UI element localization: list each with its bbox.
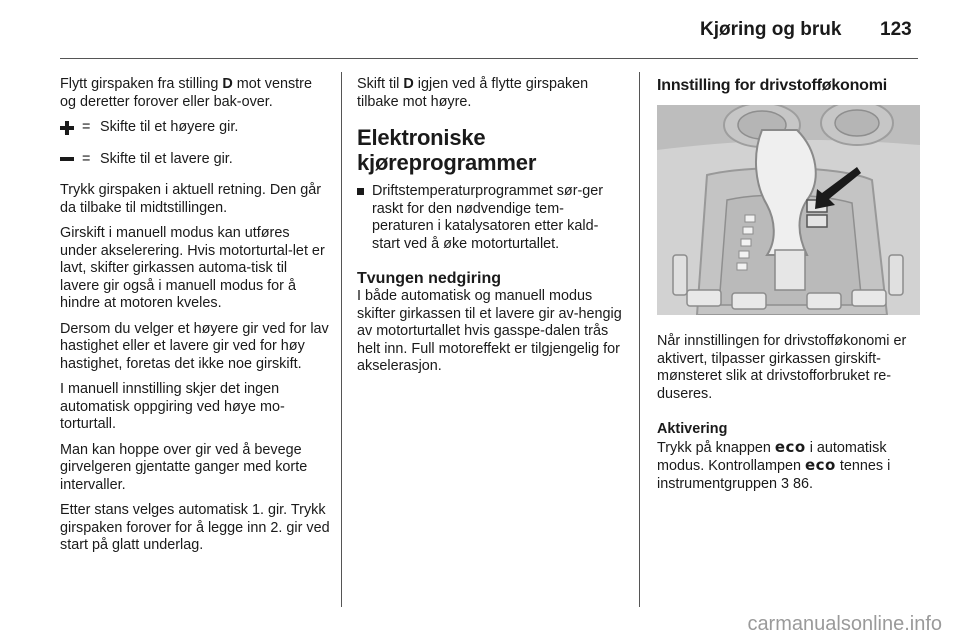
page-number: 123 — [880, 19, 912, 40]
minus-icon — [60, 157, 74, 161]
eco-symbol: eco — [774, 437, 806, 456]
paragraph: Etter stans velges automatisk 1. gir. Trykk girspaken forover for å legge inn 2. gir ved start på glatt underlag. — [60, 502, 330, 553]
plus-legend-row: = Skifte til et høyere gir. — [60, 119, 330, 137]
minus-legend-row: = Skifte til et lavere gir. — [60, 151, 330, 169]
header-title: Kjøring og bruk — [700, 19, 842, 40]
plus-legend-text: Skifte til et høyere gir. — [100, 119, 239, 135]
subsection-heading: Tvungen nedgiring — [357, 270, 501, 287]
watermark: carmanualsonline.info — [747, 613, 942, 635]
column-3 — [657, 76, 922, 501]
column-1 — [60, 76, 330, 563]
paragraph: Når innstillingen for drivstofføkonomi er aktivert, tilpasser girkassen girskift-mønsteret slik at drivstofforbruket re-duseres. — [657, 333, 907, 402]
paragraph: I både automatisk og manuell modus skifter girkassen til et lavere gir av-hengig av motorturtallet hvis gasspe-dalen trås helt inn. Full motoreffekt er tilgjengelig for akselerasjon. — [357, 288, 622, 374]
minus-legend-text: Skifte til et lavere gir. — [100, 150, 233, 167]
section-heading: Elektroniske kjøreprogrammer — [357, 125, 537, 175]
gear-d-label: D — [222, 76, 233, 92]
paragraph: Girskift i manuell modus kan utføres under akselerering. Hvis motorturtal-let er lavt, skifter girkassen automa-tisk til lavere gir også i manuell modus for å hindre at motoren kveles. — [60, 225, 325, 311]
paragraph-activation: Trykk på knappen eco i automatisk modus. Kontrollampen eco tennes i instrumentgruppen 3 86. — [657, 437, 891, 492]
column-divider-1 — [341, 72, 342, 607]
list-item: Driftstemperaturprogrammet sør-ger raskt for den nødvendige tem-peraturen i katalysatoren etter kald-start ved å øke motorturtallet. — [357, 183, 625, 253]
activation-heading: Aktivering — [657, 421, 728, 437]
eco-symbol: eco — [804, 456, 836, 474]
column-divider-2 — [639, 72, 640, 607]
paragraph: Man kan hoppe over gir ved å bevege girvelgeren gjentatte ganger med korte intervaller. — [60, 441, 308, 493]
paragraph-shift-intro: Flytt girspaken fra stilling D mot venstre og deretter forover eller bak-over. — [60, 76, 312, 110]
gear-d-label: D — [403, 76, 414, 92]
column-2 — [357, 76, 625, 384]
bullet-icon — [357, 183, 372, 253]
paragraph: Trykk girspaken i aktuell retning. Den går da tilbake til midtstillingen. — [60, 182, 322, 216]
page-reference-icon: 3 — [781, 475, 790, 492]
gear-selector-illustration — [657, 105, 920, 315]
section-heading: Innstilling for drivstofføkonomi — [657, 77, 888, 94]
gear-selector-drawing — [657, 105, 920, 315]
paragraph: I manuell innstilling skjer det ingen automatisk oppgiring ved høye mo-torturtall. — [60, 381, 285, 432]
plus-icon — [60, 121, 74, 135]
header-divider — [60, 58, 918, 59]
paragraph-shift-back: Skift til D igjen ved å flytte girspaken tilbake mot høyre. — [357, 76, 589, 110]
paragraph: Dersom du velger et høyere gir ved for lav hastighet eller et lavere gir ved for høy hastighet, foretas det ikke noe girskift. — [60, 320, 329, 372]
